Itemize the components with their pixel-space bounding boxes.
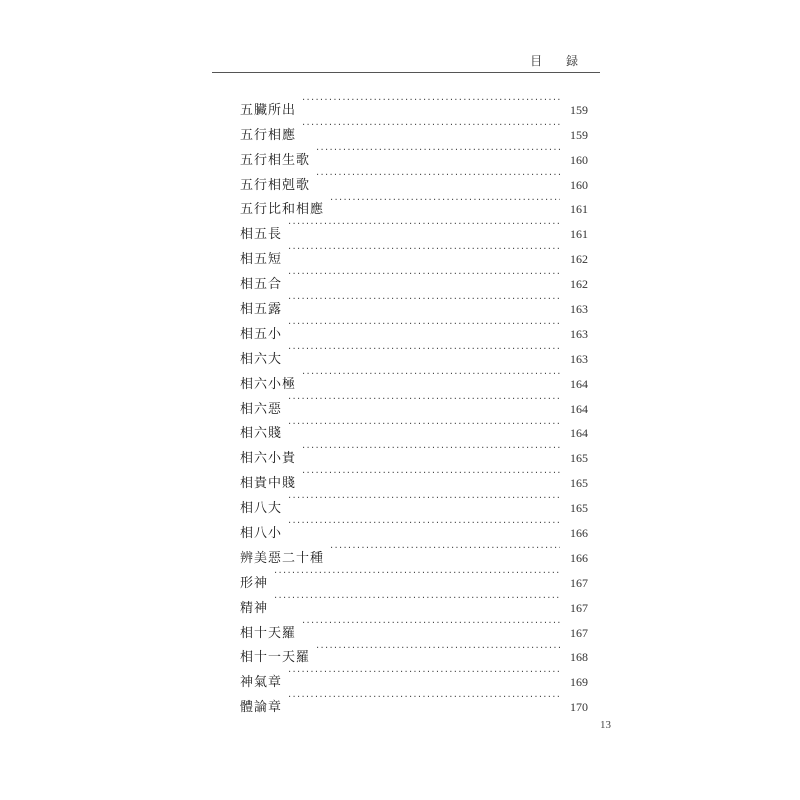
toc-entry-page: 162 [570, 252, 588, 267]
dot-leader [302, 363, 560, 388]
toc-entry-page: 164 [570, 376, 588, 391]
toc-entry [240, 686, 588, 716]
dot-leader [316, 139, 560, 164]
dot-leader [302, 114, 560, 139]
toc-entry-page: 164 [570, 426, 588, 441]
table-of-contents [240, 89, 588, 716]
header-rule [212, 72, 600, 73]
dot-leader [288, 263, 560, 288]
toc-entry [240, 288, 588, 318]
dot-leader [316, 164, 560, 189]
dot-leader [288, 213, 560, 238]
toc-entry-page: 170 [570, 700, 588, 715]
toc-entry-title: 體論章 [240, 700, 283, 716]
toc-entry-page: 160 [570, 177, 588, 192]
dot-leader [288, 338, 560, 363]
toc-entry [240, 213, 588, 243]
dot-leader [330, 189, 560, 214]
toc-entry-title: 相八小 [240, 526, 283, 542]
toc-entry-title: 五臟所出 [240, 102, 297, 118]
toc-entry-page: 162 [570, 277, 588, 292]
dot-leader [288, 487, 560, 512]
toc-entry [240, 238, 588, 268]
dot-leader [288, 288, 560, 313]
toc-entry-page: 159 [570, 127, 588, 142]
toc-entry [240, 413, 588, 442]
dot-leader [288, 512, 560, 537]
toc-entry [240, 338, 588, 367]
toc-entry [240, 661, 588, 691]
dot-leader [288, 388, 560, 413]
toc-entry-title: 辨美惡二十種 [240, 550, 325, 566]
toc-entry-page: 161 [570, 227, 588, 242]
running-head: 目 録 [530, 54, 588, 68]
toc-entry [240, 512, 588, 542]
toc-entry [240, 487, 588, 517]
toc-entry-title: 精神 [240, 600, 269, 616]
toc-entry-title: 五行相剋歌 [240, 177, 311, 193]
toc-entry-page: 165 [570, 476, 588, 491]
toc-entry-page: 159 [570, 102, 588, 117]
toc-entry-page: 163 [570, 351, 588, 366]
toc-entry-title: 相五露 [240, 302, 283, 318]
toc-entry [240, 537, 588, 566]
toc-entry-title: 相八大 [240, 501, 283, 517]
dot-leader [274, 562, 560, 587]
toc-entry [240, 263, 588, 293]
dot-leader [316, 637, 560, 662]
toc-entry-page: 160 [570, 152, 588, 167]
dot-leader [330, 537, 560, 562]
toc-entry [240, 437, 588, 467]
toc-entry-title: 五行相生歌 [240, 152, 311, 168]
toc-entry-title: 相六小貴 [240, 451, 297, 467]
toc-entry-title: 相五長 [240, 227, 283, 243]
toc-entry-title: 形神 [240, 575, 269, 591]
dot-leader [274, 587, 560, 612]
toc-entry-title: 相五短 [240, 252, 283, 268]
toc-entry-page: 161 [570, 202, 588, 217]
toc-entry [240, 89, 588, 118]
toc-entry-title: 相六惡 [240, 401, 283, 417]
dot-leader [302, 462, 560, 487]
page-number: 13 [600, 719, 611, 731]
toc-entry-title: 五行相應 [240, 127, 297, 143]
toc-entry-page: 165 [570, 451, 588, 466]
toc-entry-page: 166 [570, 526, 588, 541]
toc-entry [240, 562, 588, 591]
toc-entry [240, 313, 588, 342]
toc-entry-title: 相六小極 [240, 376, 297, 392]
toc-entry-page: 164 [570, 401, 588, 416]
toc-entry-page: 168 [570, 650, 588, 665]
toc-entry-page: 166 [570, 550, 588, 565]
toc-entry [240, 388, 588, 417]
toc-entry-title: 相六大 [240, 351, 283, 367]
dot-leader [288, 238, 560, 263]
toc-entry-page: 167 [570, 600, 588, 615]
dot-leader [288, 413, 560, 438]
dot-leader [302, 612, 560, 637]
toc-entry-title: 相十一天羅 [240, 650, 311, 666]
dot-leader [288, 686, 560, 711]
dot-leader [288, 313, 560, 338]
toc-entry [240, 587, 588, 616]
toc-entry-page: 169 [570, 675, 588, 690]
dot-leader [302, 89, 560, 114]
toc-entry-title: 相十天羅 [240, 625, 297, 641]
toc-entry-page: 167 [570, 575, 588, 590]
toc-entry [240, 612, 588, 641]
toc-entry-title: 相六賤 [240, 426, 283, 442]
toc-entry-title: 相貴中賤 [240, 476, 297, 492]
toc-entry-title: 相五小 [240, 326, 283, 342]
toc-entry-page: 163 [570, 302, 588, 317]
toc-entry [240, 363, 588, 392]
toc-entry-title: 相五合 [240, 277, 283, 293]
dot-leader [302, 437, 560, 462]
toc-entry-page: 165 [570, 501, 588, 516]
toc-entry-title: 五行比和相應 [240, 202, 325, 218]
dot-leader [288, 661, 560, 686]
toc-entry-page: 163 [570, 326, 588, 341]
toc-entry-page: 167 [570, 625, 588, 640]
toc-entry-title: 神氣章 [240, 675, 283, 691]
